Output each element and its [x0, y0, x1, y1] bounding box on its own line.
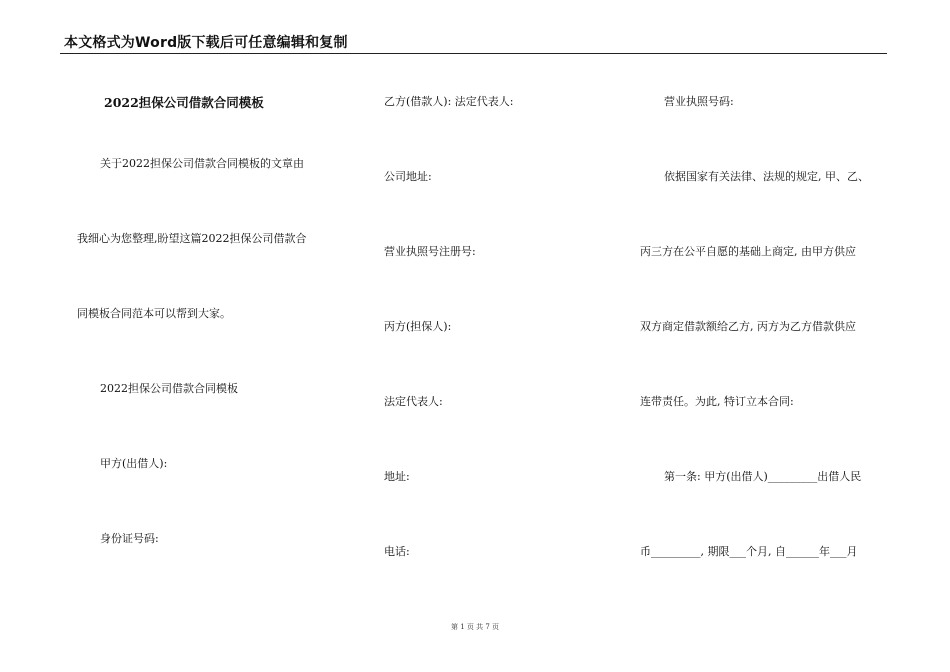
text-line: 依据国家有关法律、法规的规定, 甲、乙、	[664, 170, 869, 183]
field-label-business-license: 营业执照号码:	[664, 95, 734, 108]
text-line: 丙三方在公平自愿的基础上商定, 由甲方供应	[640, 245, 856, 258]
field-label-address: 地址:	[384, 470, 410, 483]
field-label-guarantor: 丙方(担保人):	[384, 320, 452, 333]
text-line: 连带责任。为此, 特订立本合同:	[640, 395, 794, 408]
header-divider	[60, 53, 887, 54]
field-label-phone: 电话:	[384, 545, 410, 558]
field-label-borrower: 乙方(借款人): 法定代表人:	[384, 95, 514, 108]
page-number: 第 1 页 共 7 页	[450, 623, 500, 631]
field-label-legal-representative: 法定代表人:	[384, 395, 443, 408]
clause-one: 第一条: 甲方(出借人)_________出借人民	[664, 470, 862, 483]
document-header: 本文格式为Word版下载后可任意编辑和复制	[64, 35, 348, 51]
field-label-id-number: 身份证号码:	[100, 532, 159, 545]
text-line: 同模板合同范本可以帮到大家。	[77, 307, 231, 320]
field-label-registration-number: 营业执照号注册号:	[384, 245, 476, 258]
text-line: 双方商定借款额给乙方, 丙方为乙方借款供应	[640, 320, 856, 333]
text-line: 关于2022担保公司借款合同模板的文章由	[100, 157, 304, 170]
document-title: 2022担保公司借款合同模板	[104, 95, 264, 110]
section-heading: 2022担保公司借款合同模板	[100, 382, 238, 395]
text-line: 币_________, 期限___个月, 自______年___月	[640, 545, 858, 558]
field-label-company-address: 公司地址:	[384, 170, 432, 183]
text-line: 我细心为您整理,盼望这篇2022担保公司借款合	[77, 232, 307, 245]
field-label-lender: 甲方(出借人):	[100, 457, 168, 470]
